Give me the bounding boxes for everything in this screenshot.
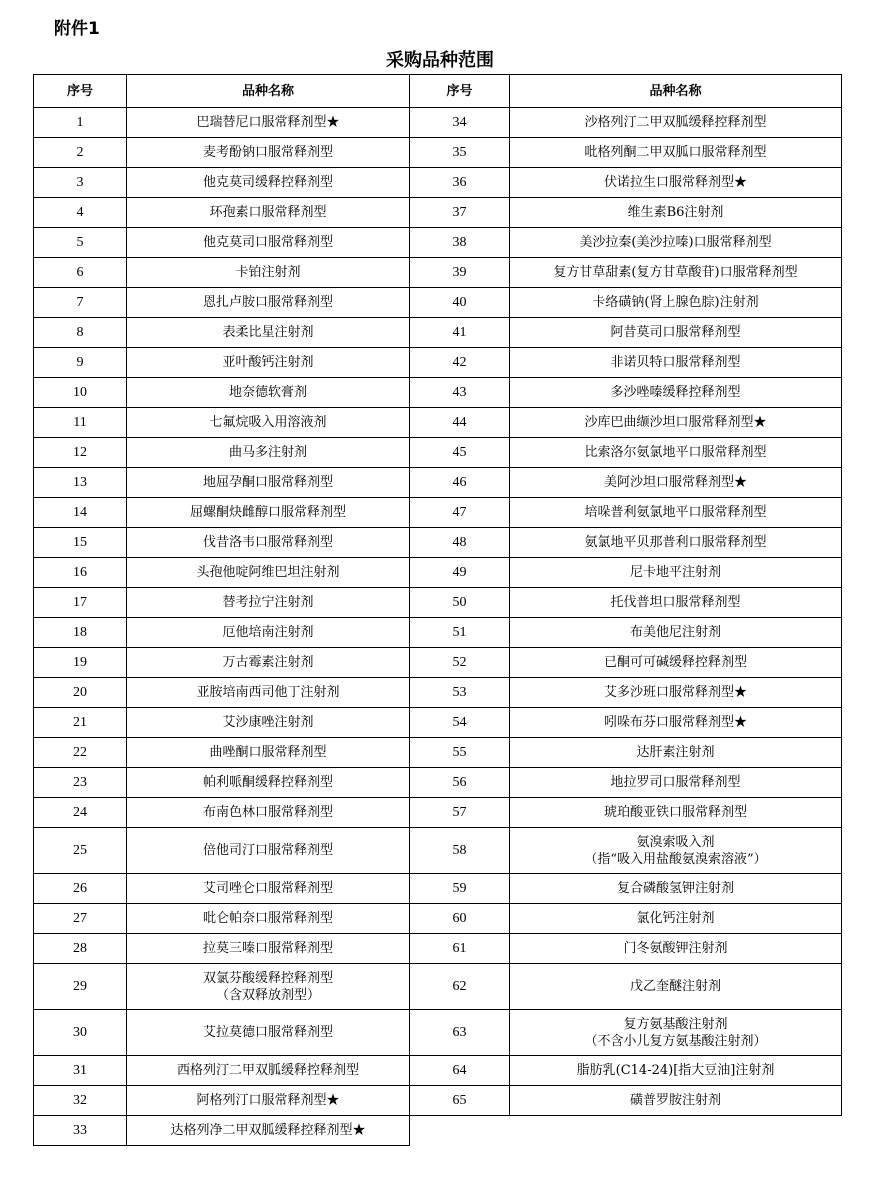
left-seq-cell: 2 (34, 138, 127, 168)
name-line: 吡格列酮二甲双胍口服常释剂型 (584, 145, 767, 160)
name-line: 他克莫司缓释控释剂型 (202, 175, 333, 190)
page-title: 采购品种范围 (386, 50, 494, 71)
name-line: 厄他培南注射剂 (222, 625, 314, 640)
left-seq-cell: 14 (34, 498, 127, 528)
table-row (34, 1056, 842, 1086)
left-name-cell (127, 618, 410, 648)
name-line: 培哚普利氨氯地平口服常释剂型 (584, 505, 767, 520)
right-seq-cell: 62 (410, 964, 510, 1010)
right-seq-cell: 40 (410, 288, 510, 318)
left-name-cell (127, 738, 410, 768)
right-seq-cell: 53 (410, 678, 510, 708)
name-line: 磺普罗胺注射剂 (629, 1093, 721, 1108)
left-name-cell (127, 348, 410, 378)
table-row (34, 904, 842, 934)
table-row (34, 288, 842, 318)
name-line: 艾司唑仑口服常释剂型 (202, 881, 333, 896)
name-line: 伐昔洛韦口服常释剂型 (202, 535, 333, 550)
name-line: （含双释放剂型） (215, 987, 320, 1003)
left-name-cell (127, 798, 410, 828)
name-line: 屈螺酮炔雌醇口服常释剂型 (189, 505, 346, 520)
name-line: 美沙拉秦(美沙拉嗪)口服常释剂型 (579, 235, 772, 250)
right-seq-cell: 36 (410, 168, 510, 198)
name-line: 艾拉莫德口服常释剂型 (202, 1025, 333, 1040)
name-line: 复方氨基酸注射剂 (623, 1016, 728, 1032)
right-seq-cell: 63 (410, 1010, 510, 1056)
name-line: 他克莫司口服常释剂型 (202, 235, 333, 250)
left-seq-cell: 25 (34, 828, 127, 874)
table-row (34, 558, 842, 588)
right-seq-cell: 37 (410, 198, 510, 228)
name-line: 地屈孕酮口服常释剂型 (202, 475, 333, 490)
left-seq-cell: 1 (34, 108, 127, 138)
left-name-cell (127, 828, 410, 874)
name-line: 卡铂注射剂 (235, 265, 301, 280)
right-seq-cell: 43 (410, 378, 510, 408)
right-name-cell (510, 904, 842, 934)
name-line: 吲哚布芬口服常释剂型★ (603, 715, 747, 730)
name-line: （不含小儿复方氨基酸注射剂） (584, 1033, 767, 1049)
table-row (34, 934, 842, 964)
header-name-left: 品种名称 (127, 75, 410, 108)
left-seq-cell: 22 (34, 738, 127, 768)
name-line: 达肝素注射剂 (636, 745, 715, 760)
table-row (34, 678, 842, 708)
name-line: 万古霉素注射剂 (222, 655, 314, 670)
name-line: 倍他司汀口服常释剂型 (202, 843, 333, 858)
right-name-cell (510, 934, 842, 964)
left-seq-cell: 23 (34, 768, 127, 798)
right-name-cell (510, 348, 842, 378)
table-row (34, 1010, 842, 1056)
name-line: 复方甘草甜素(复方甘草酸苷)口服常释剂型 (553, 265, 798, 280)
left-name-cell (127, 904, 410, 934)
name-line: 环孢素口服常释剂型 (209, 205, 327, 220)
right-name-cell (510, 408, 842, 438)
name-line: 替考拉宁注射剂 (222, 595, 314, 610)
left-seq-cell: 13 (34, 468, 127, 498)
right-name-cell (510, 648, 842, 678)
left-name-cell (127, 138, 410, 168)
right-name-cell (510, 468, 842, 498)
name-line: 地奈德软膏剂 (228, 385, 307, 400)
left-name-cell (127, 588, 410, 618)
table-row (34, 468, 842, 498)
name-line: 非诺贝特口服常释剂型 (610, 355, 741, 370)
left-seq-cell: 17 (34, 588, 127, 618)
left-name-cell (127, 168, 410, 198)
left-name-cell (127, 1116, 410, 1146)
left-name-cell (127, 528, 410, 558)
name-line: 沙库巴曲缬沙坦口服常释剂型★ (584, 415, 767, 430)
name-line: 维生素B6注射剂 (627, 205, 724, 220)
table-row (34, 378, 842, 408)
table-row (34, 318, 842, 348)
right-name-cell (510, 138, 842, 168)
left-name-cell (127, 108, 410, 138)
table-row (34, 588, 842, 618)
right-seq-cell: 39 (410, 258, 510, 288)
header-name-right: 品种名称 (510, 75, 842, 108)
name-line: 曲唑酮口服常释剂型 (209, 745, 327, 760)
name-line: 艾多沙班口服常释剂型★ (603, 685, 747, 700)
table-row (34, 258, 842, 288)
right-name-cell (510, 1086, 842, 1116)
left-name-cell (127, 408, 410, 438)
right-seq-cell: 60 (410, 904, 510, 934)
name-line: 门冬氨酸钾注射剂 (623, 941, 728, 956)
left-seq-cell: 16 (34, 558, 127, 588)
left-seq-cell: 8 (34, 318, 127, 348)
left-seq-cell: 29 (34, 964, 127, 1010)
right-name-cell (510, 588, 842, 618)
name-line: 达格列净二甲双胍缓释控释剂型★ (170, 1123, 366, 1138)
right-seq-cell: 46 (410, 468, 510, 498)
name-line: 巴瑞替尼口服常释剂型★ (196, 115, 340, 130)
left-name-cell (127, 1056, 410, 1086)
left-name-cell (127, 648, 410, 678)
left-seq-cell: 33 (34, 1116, 127, 1146)
attachment-label: 附件1 (54, 19, 100, 39)
name-line: 表柔比星注射剂 (222, 325, 314, 340)
left-name-cell (127, 318, 410, 348)
right-name-cell (510, 258, 842, 288)
left-name-cell (127, 934, 410, 964)
right-name-cell (510, 378, 842, 408)
right-name-cell (510, 874, 842, 904)
left-name-cell (127, 708, 410, 738)
right-name-cell (510, 558, 842, 588)
table-row (34, 768, 842, 798)
left-seq-cell: 10 (34, 378, 127, 408)
left-name-cell (127, 678, 410, 708)
name-line: 伏诺拉生口服常释剂型★ (603, 175, 747, 190)
empty-cell (410, 1116, 842, 1146)
name-line: 拉莫三嗪口服常释剂型 (202, 941, 333, 956)
name-line: 氨氯地平贝那普利口服常释剂型 (584, 535, 767, 550)
table-row (34, 708, 842, 738)
table-row (34, 648, 842, 678)
left-seq-cell: 15 (34, 528, 127, 558)
left-seq-cell: 6 (34, 258, 127, 288)
right-name-cell (510, 318, 842, 348)
table-body (34, 108, 842, 1146)
name-line: 双氯芬酸缓释控释剂型 (202, 970, 333, 986)
name-line: 多沙唑嗪缓释控释剂型 (610, 385, 741, 400)
left-seq-cell: 3 (34, 168, 127, 198)
right-name-cell (510, 738, 842, 768)
right-seq-cell: 49 (410, 558, 510, 588)
name-line: 阿格列汀口服常释剂型★ (196, 1093, 340, 1108)
right-name-cell (510, 964, 842, 1010)
name-line: 七氟烷吸入用溶液剂 (209, 415, 327, 430)
left-name-cell (127, 198, 410, 228)
left-seq-cell: 27 (34, 904, 127, 934)
name-line: 尼卡地平注射剂 (629, 565, 721, 580)
table-row (34, 618, 842, 648)
left-seq-cell: 9 (34, 348, 127, 378)
right-name-cell (510, 198, 842, 228)
right-name-cell (510, 288, 842, 318)
table-row (34, 874, 842, 904)
right-seq-cell: 34 (410, 108, 510, 138)
name-line: 恩扎卢胺口服常释剂型 (202, 295, 333, 310)
right-name-cell (510, 438, 842, 468)
right-seq-cell: 55 (410, 738, 510, 768)
left-name-cell (127, 558, 410, 588)
right-name-cell (510, 798, 842, 828)
name-line: 麦考酚钠口服常释剂型 (202, 145, 333, 160)
table-row (34, 798, 842, 828)
right-name-cell (510, 618, 842, 648)
name-line: 托伐普坦口服常释剂型 (610, 595, 741, 610)
header-seq-left: 序号 (34, 75, 127, 108)
right-seq-cell: 38 (410, 228, 510, 258)
name-line: 西格列汀二甲双胍缓释控释剂型 (176, 1063, 359, 1078)
table-row (34, 348, 842, 378)
name-line: 琥珀酸亚铁口服常释剂型 (603, 805, 747, 820)
right-seq-cell: 41 (410, 318, 510, 348)
name-line: 已酮可可碱缓释控释剂型 (603, 655, 747, 670)
left-seq-cell: 12 (34, 438, 127, 468)
table-row (34, 1116, 842, 1146)
left-name-cell (127, 498, 410, 528)
left-name-cell (127, 964, 410, 1010)
name-line: 艾沙康唑注射剂 (222, 715, 314, 730)
table-row (34, 528, 842, 558)
table-row (34, 228, 842, 258)
right-name-cell (510, 768, 842, 798)
name-line: 吡仑帕奈口服常释剂型 (202, 911, 333, 926)
name-line: 卡络磺钠(肾上腺色腙)注射剂 (592, 295, 759, 310)
left-name-cell (127, 258, 410, 288)
left-name-cell (127, 1086, 410, 1116)
left-seq-cell: 21 (34, 708, 127, 738)
table-row (34, 964, 842, 1010)
name-line: 亚叶酸钙注射剂 (222, 355, 314, 370)
name-line: 布美他尼注射剂 (629, 625, 721, 640)
name-line: 曲马多注射剂 (228, 445, 307, 460)
left-name-cell (127, 468, 410, 498)
right-seq-cell: 58 (410, 828, 510, 874)
left-name-cell (127, 288, 410, 318)
left-name-cell (127, 768, 410, 798)
right-name-cell (510, 1056, 842, 1086)
left-name-cell (127, 228, 410, 258)
name-line: 布南色林口服常释剂型 (202, 805, 333, 820)
table-header-row (34, 75, 842, 108)
right-seq-cell: 57 (410, 798, 510, 828)
right-seq-cell: 42 (410, 348, 510, 378)
right-name-cell (510, 498, 842, 528)
table-row (34, 438, 842, 468)
right-name-cell (510, 228, 842, 258)
left-seq-cell: 7 (34, 288, 127, 318)
name-line: 阿昔莫司口服常释剂型 (610, 325, 741, 340)
table-row (34, 828, 842, 874)
table-row (34, 408, 842, 438)
right-seq-cell: 59 (410, 874, 510, 904)
right-name-cell (510, 168, 842, 198)
name-line: 脂肪乳(C14-24)[指大豆油]注射剂 (576, 1063, 775, 1078)
left-seq-cell: 30 (34, 1010, 127, 1056)
name-line: 氯化钙注射剂 (636, 911, 715, 926)
name-line: 美阿沙坦口服常释剂型★ (603, 475, 747, 490)
name-line: 戊乙奎醚注射剂 (629, 979, 721, 994)
left-seq-cell: 32 (34, 1086, 127, 1116)
right-seq-cell: 54 (410, 708, 510, 738)
table-row (34, 738, 842, 768)
left-seq-cell: 31 (34, 1056, 127, 1086)
right-seq-cell: 50 (410, 588, 510, 618)
right-seq-cell: 56 (410, 768, 510, 798)
left-seq-cell: 18 (34, 618, 127, 648)
left-seq-cell: 19 (34, 648, 127, 678)
table-row (34, 498, 842, 528)
name-line: 地拉罗司口服常释剂型 (610, 775, 741, 790)
right-name-cell (510, 1010, 842, 1056)
name-line: 亚胺培南西司他丁注射剂 (196, 685, 340, 700)
right-name-cell (510, 708, 842, 738)
left-name-cell (127, 438, 410, 468)
name-line: 比索洛尔氨氯地平口服常释剂型 (584, 445, 767, 460)
name-line: 沙格列汀二甲双胍缓释控释剂型 (584, 115, 767, 130)
right-seq-cell: 35 (410, 138, 510, 168)
table-row (34, 198, 842, 228)
left-seq-cell: 4 (34, 198, 127, 228)
right-seq-cell: 47 (410, 498, 510, 528)
table-row (34, 1086, 842, 1116)
procurement-table (33, 74, 842, 1146)
right-name-cell (510, 678, 842, 708)
right-seq-cell: 48 (410, 528, 510, 558)
right-seq-cell: 64 (410, 1056, 510, 1086)
right-name-cell (510, 108, 842, 138)
left-seq-cell: 20 (34, 678, 127, 708)
name-line: 复合磷酸氢钾注射剂 (616, 881, 734, 896)
table-row (34, 138, 842, 168)
left-name-cell (127, 378, 410, 408)
left-seq-cell: 5 (34, 228, 127, 258)
right-name-cell (510, 828, 842, 874)
left-seq-cell: 28 (34, 934, 127, 964)
table-row (34, 168, 842, 198)
name-line: 氨溴索吸入剂 (636, 834, 715, 850)
left-name-cell (127, 1010, 410, 1056)
right-seq-cell: 65 (410, 1086, 510, 1116)
right-seq-cell: 61 (410, 934, 510, 964)
right-seq-cell: 52 (410, 648, 510, 678)
right-seq-cell: 44 (410, 408, 510, 438)
name-line: 头孢他啶阿维巴坦注射剂 (196, 565, 340, 580)
left-seq-cell: 26 (34, 874, 127, 904)
right-name-cell (510, 528, 842, 558)
right-seq-cell: 51 (410, 618, 510, 648)
name-line: （指“吸入用盐酸氨溴索溶液”） (584, 851, 767, 867)
left-name-cell (127, 874, 410, 904)
table-row (34, 108, 842, 138)
header-seq-right: 序号 (410, 75, 510, 108)
right-seq-cell: 45 (410, 438, 510, 468)
left-seq-cell: 24 (34, 798, 127, 828)
name-line: 帕利哌酮缓释控释剂型 (202, 775, 333, 790)
left-seq-cell: 11 (34, 408, 127, 438)
